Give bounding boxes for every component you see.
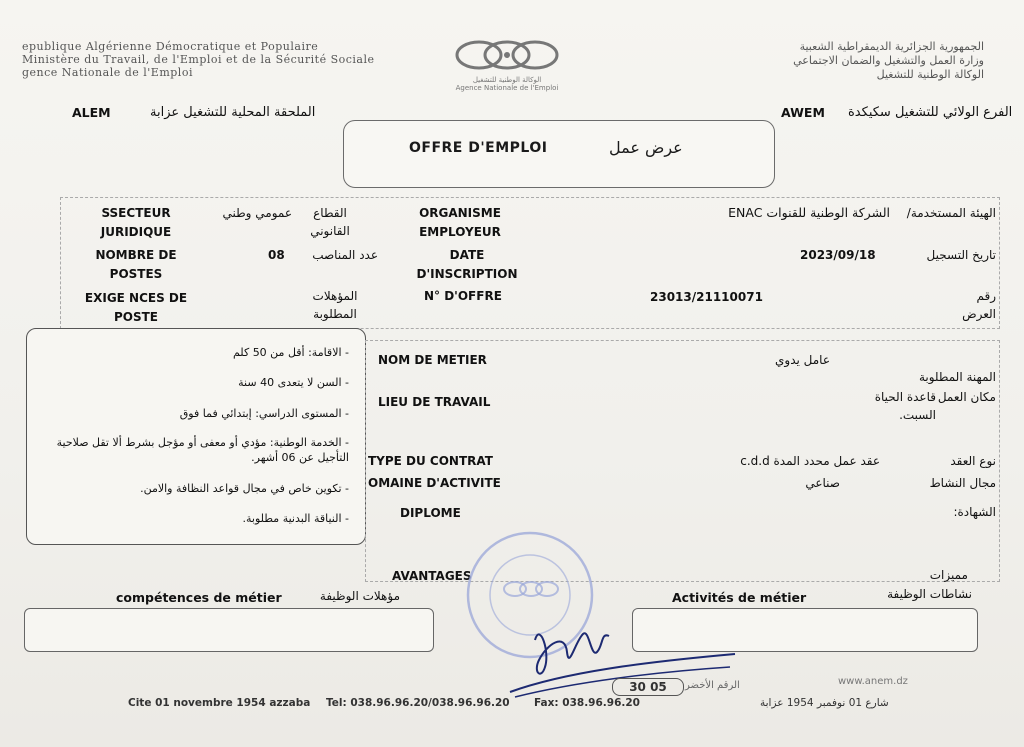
competences-label-ar: مؤهلات الوظيفة	[319, 589, 400, 603]
title-box	[343, 120, 775, 188]
lieu-label-fr: LIEU DE TRAVAIL	[378, 395, 491, 409]
contrat-label-ar: نوع العقد	[950, 454, 996, 468]
secteur-value: عمومي وطني	[222, 206, 292, 220]
awem-label: AWEM	[781, 105, 825, 120]
domaine-value: صناعي	[805, 476, 840, 490]
organisme-value: الشركة الوطنية للقنوات ENAC	[728, 205, 890, 220]
logo-arabic-text: الوكالة الوطنية للتشغيل	[472, 76, 542, 84]
date-label-ar: تاريخ التسجيل	[926, 248, 996, 262]
date-value: 2023/09/18	[800, 248, 876, 262]
green-number: 30 05	[612, 678, 684, 696]
footer-tel: Tel: 038.96.96.20/038.96.96.20	[326, 697, 510, 709]
header-french	[22, 40, 375, 79]
metier-value: عامل يدوي	[775, 353, 830, 367]
avantages-label-ar: مميزات	[929, 568, 968, 582]
organisme-label-ar: الهيئة المستخدمة/	[906, 206, 996, 220]
requirement-item: - السن لا يتعدى 40 سنة	[238, 376, 349, 389]
date-label-fr: DATE D'INSCRIPTION	[416, 248, 518, 281]
footer-fax: Fax: 038.96.96.20	[534, 697, 640, 709]
alem-label: ALEM	[72, 105, 111, 120]
offre-label-fr: N° D'OFFRE	[424, 289, 502, 303]
activites-label-ar: نشاطات الوظيفة	[887, 587, 972, 601]
postes-label-fr: NOMBRE DE POSTES	[95, 248, 177, 281]
secteur-label-ar: القطاع القانوني	[310, 206, 350, 238]
metier-label-ar: المهنة المطلوبة	[918, 370, 996, 384]
logo-french-text: Agence Nationale de l'Emploi	[455, 84, 559, 92]
anem-logo-icon	[447, 38, 567, 72]
competences-box	[24, 608, 434, 652]
avantages-label-fr: AVANTAGES	[392, 569, 472, 583]
exigences-label-ar: المؤهلات المطلوبة	[312, 289, 358, 321]
offre-value: 23013/21110071	[650, 290, 763, 304]
green-number-label: الرقم الأخضر	[685, 680, 740, 691]
footer-address-fr: Cite 01 novembre 1954 azzaba	[128, 697, 311, 709]
lieu-value: قاعدة الحياة السبت.	[874, 390, 936, 422]
postes-value: 08	[268, 248, 285, 262]
requirement-item: - النياقة البدنية مطلوبة.	[242, 512, 349, 525]
domaine-label-ar: مجال النشاط	[929, 476, 996, 490]
requirement-item: - تكوين خاص في مجال قواعد النظافة والامن.	[140, 482, 349, 495]
diplome-label-ar: الشهادة:	[953, 505, 996, 519]
header-arabic	[793, 40, 984, 82]
title-french: OFFRE D'EMPLOI	[409, 140, 548, 156]
requirement-item: - الاقامة: أقل من 50 كلم	[232, 346, 349, 359]
postes-label-ar: عدد المناصب	[312, 248, 378, 262]
secteur-label-fr: SSECTEUR JURIDIQUE	[100, 206, 172, 239]
competences-label-fr: compétences de métier	[116, 590, 282, 605]
website-url: www.anem.dz	[838, 676, 908, 687]
requirement-item: - الخدمة الوطنية: مؤدي أو معفى أو مؤجل بشرط ألا تقل صلاحية التأجيل عن 06 أشهر.	[56, 436, 349, 464]
anem-logo	[432, 38, 582, 92]
footer-address-ar: شارع 01 نوفمبر 1954 عزابة	[760, 697, 889, 709]
alem-arabic: الملحقة المحلية للتشغيل عزابة	[150, 105, 316, 120]
requirements-box	[26, 328, 366, 545]
header-fr-line: gence Nationale de l'Emploi	[22, 66, 193, 79]
header-fr-line: Ministère du Travail, de l'Emploi et de la Sécurité Sociale	[22, 53, 375, 66]
metier-label-fr: NOM DE METIER	[378, 353, 487, 367]
title-arabic: عرض عمل	[609, 138, 683, 157]
contrat-label-fr: TYPE DU CONTRAT	[368, 454, 493, 468]
header-ar-line: الوكالة الوطنية للتشغيل	[876, 68, 984, 81]
awem-arabic: الفرع الولائي للتشغيل سكيكدة	[848, 105, 1013, 120]
organisme-label-fr: ORGANISME EMPLOYEUR	[419, 206, 501, 239]
exigences-label-fr: EXIGE NCES DE POSTE	[84, 291, 188, 324]
offre-label-ar: رقم العرض	[962, 289, 996, 321]
domaine-label-fr: OMAINE D'ACTIVITE	[368, 476, 501, 490]
contrat-value: عقد عمل محدد المدة c.d.d	[740, 454, 880, 468]
activites-label-fr: Activités de métier	[672, 590, 807, 605]
header-fr-line: epublique Algérienne Démocratique et Populaire	[22, 40, 319, 53]
requirement-item: - المستوى الدراسي: إبتدائي فما فوق	[179, 407, 349, 420]
header-ar-line: الجمهورية الجزائرية الديمقراطية الشعبية	[799, 40, 984, 53]
lieu-label-ar: مكان العمل	[937, 390, 996, 404]
header-ar-line: وزارة العمل والتشغيل والضمان الاجتماعي	[793, 54, 984, 67]
diplome-label-fr: DIPLOME	[400, 506, 461, 520]
